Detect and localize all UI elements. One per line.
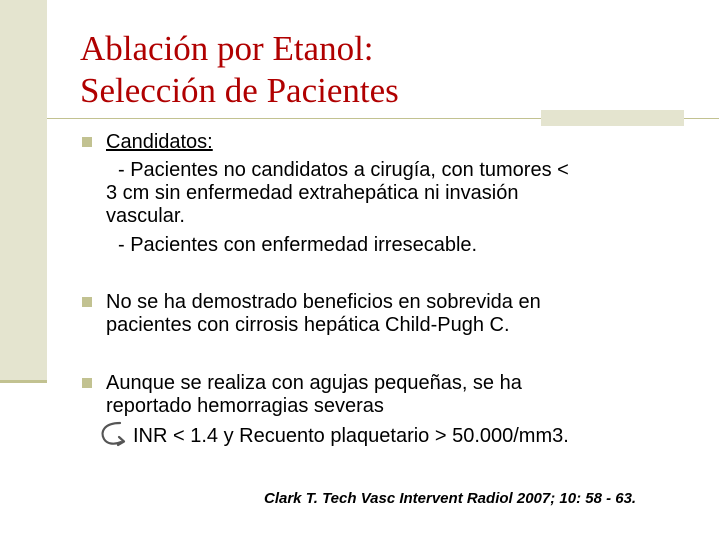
title-line-2: Selección de Pacientes: [80, 71, 399, 110]
bullet-square-icon: [82, 297, 92, 307]
citation: Clark T. Tech Vasc Intervent Radiol 2007; 10: 58 - 63.: [264, 490, 637, 507]
bullet-2-line-2: pacientes con cirrosis hepática Child-Pugh C.: [106, 314, 510, 336]
bullet-1-heading: Candidatos:: [106, 131, 213, 153]
curved-arrow-icon: [98, 418, 128, 448]
bullet-1-sub-2: - Pacientes con enfermedad irresecable.: [118, 234, 478, 256]
title-line-1: Ablación por Etanol:: [80, 29, 374, 68]
bullet-square-icon: [82, 378, 92, 388]
bullet-3-line-1: Aunque se realiza con agujas pequeñas, se ha: [106, 372, 522, 394]
title-accent-block: [541, 110, 684, 126]
left-band-divider: [0, 380, 47, 383]
slide-title: [80, 28, 399, 112]
bullet-3-note: INR < 1.4 y Recuento plaquetario > 50.000/mm3.: [133, 425, 569, 447]
bullet-1-sub-1-line-1: - Pacientes no candidatos a cirugía, con tumores <: [118, 159, 569, 181]
bullet-1-sub-1-line-3: vascular.: [106, 205, 185, 227]
bullet-1-sub-1-line-2: 3 cm sin enfermedad extrahepática ni invasión: [106, 182, 519, 204]
bullet-3-line-2: reportado hemorragias severas: [106, 395, 384, 417]
bullet-square-icon: [82, 137, 92, 147]
left-decorative-band: [0, 0, 47, 382]
bullet-2-line-1: No se ha demostrado beneficios en sobrevida en: [106, 291, 541, 313]
